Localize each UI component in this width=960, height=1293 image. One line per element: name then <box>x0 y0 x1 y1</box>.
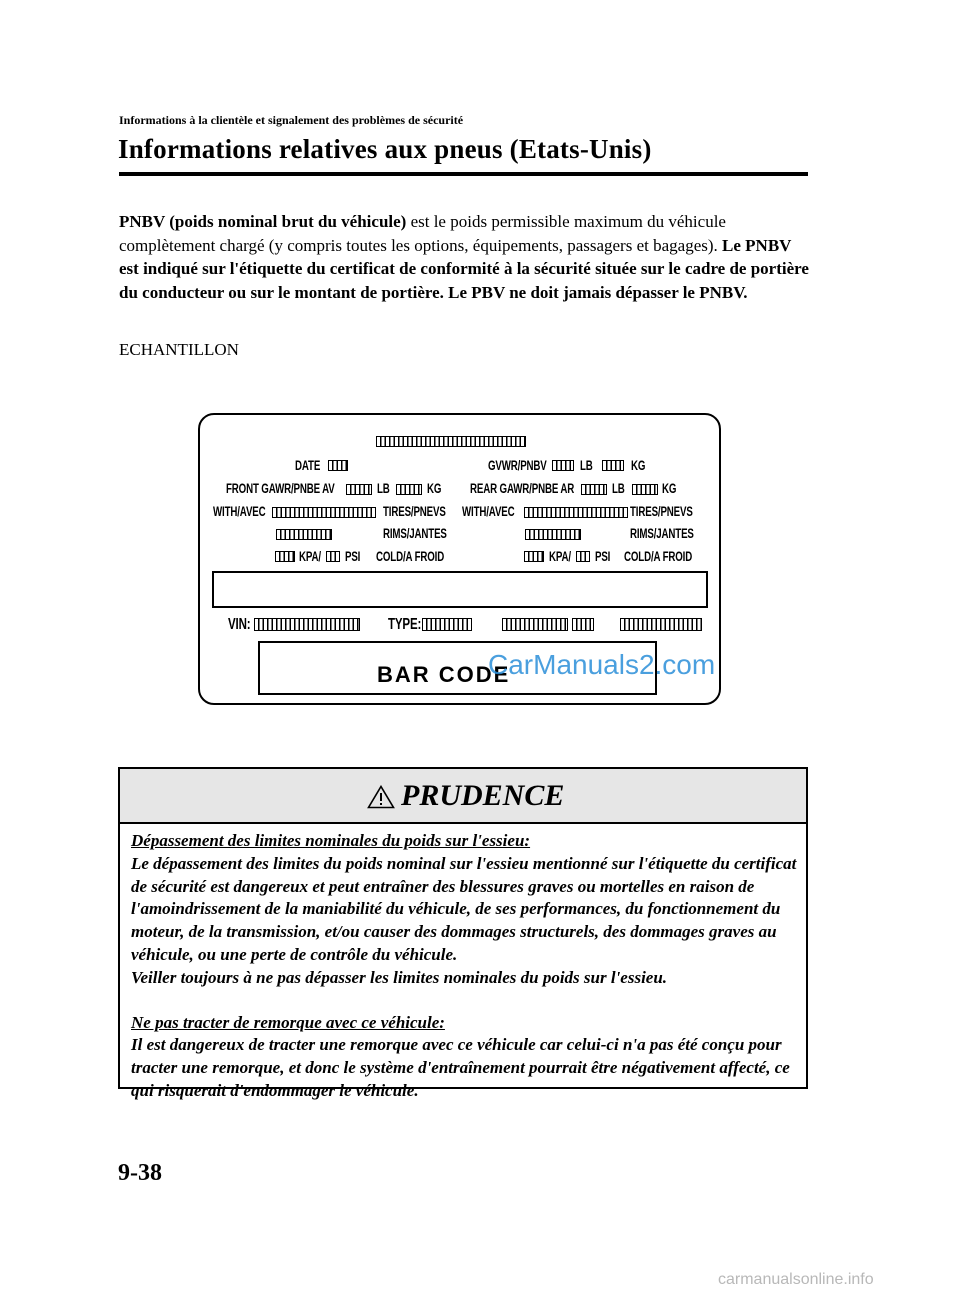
label-cold-rear: COLD/A FROID <box>624 549 693 564</box>
label-blank-strip <box>212 571 708 608</box>
gvwr-term: PNBV (poids nominal brut du véhicule) <box>119 212 407 231</box>
label-cold-front: COLD/A FROID <box>376 549 445 564</box>
label-front-lb: LB <box>377 481 390 496</box>
label-rims-front-box <box>276 529 332 540</box>
label-code-a-box <box>502 618 568 631</box>
caution-text-axle-advice: Veiller toujours à ne pas dépasser les limites nominales du poids sur l'essieu. <box>131 967 668 987</box>
gvwr-note: Le PNBV est indiqué sur l'étiquette du certificat de conformité à la sécurité située sur le cadre de portière du conducteur ou sur le montant de portière. Le PBV ne doit jamais dépasser le PNBV. <box>119 235 809 302</box>
label-front-gawr: FRONT GAWR/PNBE AV <box>226 481 335 496</box>
caution-heading-axle: Dépassement des limites nominales du poids sur l'essieu: <box>131 831 531 850</box>
label-rear-kg: KG <box>662 481 677 496</box>
label-gvwr-lb: LB <box>580 458 593 473</box>
label-code-box <box>376 436 526 447</box>
caution-body <box>131 830 803 1103</box>
caution-text-axle: Le dépassement des limites du poids nominal sur l'essieu mentionné sur l'étiquette du certificat de sécurité est dangereux et peut entraîner des blessures graves ou mortelles en raison de l'amoindrissement de la maniabilité du véhicule, de ses performances, du fonctionnement du moteur, de la transmission, et/ou causer des dommages structurels, des dommages graves au véhicule, ou une perte de contrôle du véhicule. <box>131 853 797 964</box>
barcode-text: BAR CODE <box>377 662 511 687</box>
sample-label: ECHANTILLON <box>119 340 239 359</box>
caution-heading-trailer: Ne pas tracter de remorque avec ce véhicule: <box>131 1012 445 1032</box>
label-gvwr-kg-box <box>602 460 624 471</box>
label-type: TYPE: <box>388 616 422 633</box>
page-title: Informations relatives aux pneus (Etats-Unis) <box>118 134 652 164</box>
label-gvwr-kg: KG <box>631 458 646 473</box>
label-psi-rear: PSI <box>595 549 611 564</box>
label-front-kg: KG <box>427 481 442 496</box>
label-with-front: WITH/AVEC <box>213 504 266 519</box>
label-front-lb-box <box>346 484 372 495</box>
caution-box <box>118 767 808 1100</box>
section-header: Informations à la clientèle et signalement des problèmes de sécurité <box>119 113 464 127</box>
label-rims-rear: RIMS/JANTES <box>630 526 694 541</box>
label-vin-box <box>254 618 360 631</box>
label-kpa-front-box <box>275 551 295 562</box>
barcode-area <box>258 641 716 695</box>
gvwr-definition: est le poids permissible maximum du véhicule complètement chargé (y compris toutes les options, équipements, passagers et bagages). <box>119 212 726 255</box>
caution-spacer <box>131 990 803 1012</box>
label-rear-kg-box <box>632 484 658 495</box>
label-date: DATE <box>295 458 321 473</box>
label-gvwr: GVWR/PNBV <box>488 458 547 473</box>
label-date-box <box>328 460 348 471</box>
label-with-front-box <box>272 507 376 518</box>
caution-text-trailer: Il est dangereux de tracter une remorque avec ce véhicule car celui-ci n'a pas été conçu pour tracter une remorque, et donc le système d'entraînement pourrait être négativement affecté, ce qui risquerait d'endommager le véhicule. <box>131 1035 790 1100</box>
label-tires-rear: TIRES/PNEVS <box>630 504 693 519</box>
label-front-kg-box <box>396 484 422 495</box>
label-psi-front: PSI <box>345 549 361 564</box>
gvwr-paragraph <box>119 210 809 304</box>
site-watermark: carmanualsonline.info <box>718 1271 874 1288</box>
label-rims-front: RIMS/JANTES <box>383 526 447 541</box>
page-number: 9-38 <box>118 1160 162 1186</box>
label-tires-front: TIRES/PNEVS <box>383 504 446 519</box>
warning-triangle-icon <box>367 785 395 809</box>
label-code-c-box <box>620 618 702 631</box>
label-rear-gawr: REAR GAWR/PNBE AR <box>470 481 575 496</box>
label-rims-rear-box <box>525 529 581 540</box>
label-kpa-rear: KPA/ <box>549 549 571 564</box>
label-vin: VIN: <box>228 616 251 633</box>
label-kpa-rear-box <box>524 551 544 562</box>
label-psi-rear-box <box>576 551 590 562</box>
certification-label-figure <box>198 413 721 705</box>
label-with-rear: WITH/AVEC <box>462 504 515 519</box>
label-gvwr-lb-box <box>552 460 574 471</box>
label-rear-lb-box <box>581 484 607 495</box>
label-with-rear-box <box>524 507 628 518</box>
caution-title: PRUDENCE <box>401 779 565 812</box>
title-rule <box>119 172 808 176</box>
label-psi-front-box <box>326 551 340 562</box>
caution-header <box>120 769 806 824</box>
label-type-box <box>422 618 472 631</box>
label-rear-lb: LB <box>612 481 625 496</box>
label-kpa-front: KPA/ <box>299 549 321 564</box>
label-code-b-box <box>572 618 594 631</box>
carmanuals-watermark: CarManuals2.com <box>488 649 716 680</box>
